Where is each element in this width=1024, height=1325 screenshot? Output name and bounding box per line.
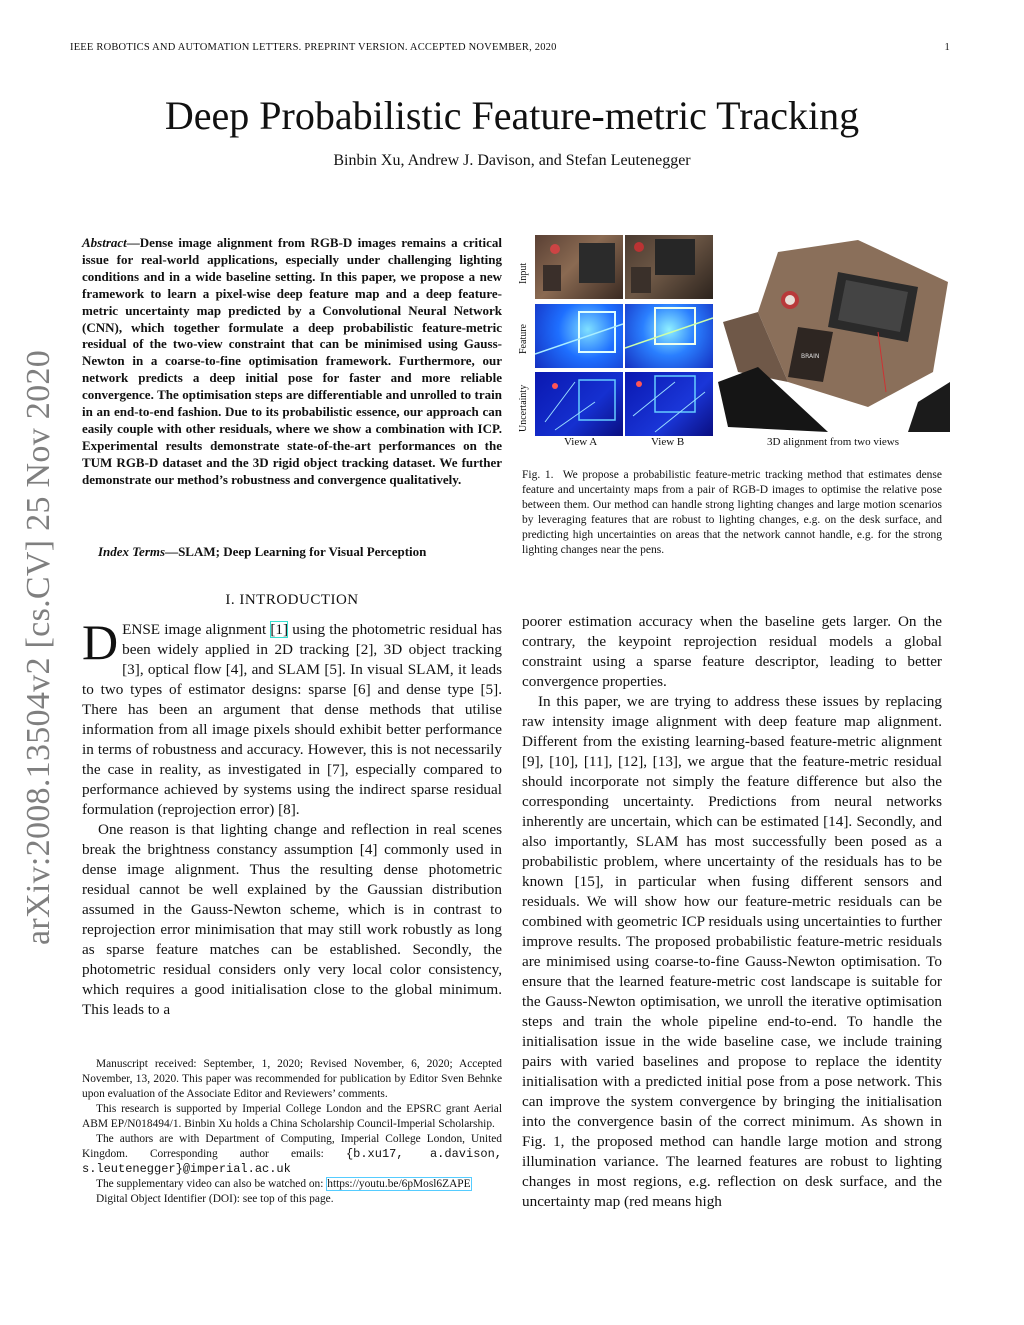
footnotes xyxy=(82,1057,502,1207)
intro-p1-start: ENSE image alignment xyxy=(122,621,271,638)
intro-p1-rest: using the photometric residual has been widely applied in 2D tracking [2], 3D object tracking [3], optical flow [4], and SLAM [5]. In visual SLAM, it leads to two types of estimator designs: sparse [6] and dense type [5]. There has been an argument that dense methods that utilise information from all image pixels should exhibit better performance in terms of robustness and accuracy. However, this is not necessarily the case in reality, as investigated in [7], especially compared to performance achieved by systems using the indirect sparse residual formulation (reprojection error) [8]. xyxy=(82,621,502,818)
index-terms-label: Index Terms xyxy=(98,544,166,559)
view-a-label: View A xyxy=(564,436,598,448)
abstract-label: Abstract xyxy=(82,235,127,250)
input-image-view-a xyxy=(535,235,623,299)
page-number: 1 xyxy=(944,42,950,53)
affiliation-text: The authors are with Department of Computing, Imperial College London, United Kingdom. Corresponding author emails: xyxy=(82,1133,502,1160)
feature-map-view-a xyxy=(535,304,623,368)
abstract-text: Dense image alignment from RGB-D images remains a critical issue for real-world applications, especially under challenging lighting conditions and in a wide baseline setting. In this paper, we propose a new framework to learn a pixel-wise deep feature map and a deep feature-metric uncertainty map predicted by a Convolutional Neural Network (CNN), which together formulate a deep probabilistic feature-metric residual of the two-view constraint that can be minimised using Gauss-Newton in a coarse-to-fine optimisation framework. Furthermore, our network predicts a deep initial pose for faster and more reliable convergence. The optimisation steps are differentiable and unrolled to train in an end-to-end fashion. Due to its probabilistic essence, our approach can easily couple with other residuals, where we show a combination with ICP. Experimental results demonstrate state-of-the-art performances on the TUM RGB-D dataset and the 3D rigid object tracking dataset. We further demonstrate our method’s robustness and convergence qualitatively. xyxy=(82,235,502,487)
author-list: Binbin Xu, Andrew J. Davison, and Stefan Leutenegger xyxy=(333,152,691,169)
author-emails: {b.xu17, a.davison, s.leutenegger}@imperial.ac.uk xyxy=(82,1147,502,1176)
caption-text: We propose a probabilistic feature-metric tracking method that estimates dense feature and uncertainty maps from a pair of RGB-D images to optimise the relative pose between them. Our method can handle strong lighting changes and large motion scenarios by leveraging features that are robust to lighting changes, e.g. on the desk surface, and predicting high uncertainties on areas that the network cannot handle, e.g. for the strong lighting changes near the pens. xyxy=(522,469,942,556)
paper-title: Deep Probabilistic Feature-metric Tracking xyxy=(164,93,860,138)
running-header xyxy=(70,42,950,53)
footnote-funding: This research is supported by Imperial College London and the EPSRC grant Aerial ABM EP/N018494/1. Binbin Xu holds a China Scholarship Council-Imperial Scholarship. xyxy=(82,1103,502,1130)
journal-name: IEEE ROBOTICS AND AUTOMATION LETTERS. PREPRINT VERSION. ACCEPTED NOVEMBER, 2020 xyxy=(70,42,557,53)
caption-label: Fig. 1. xyxy=(522,469,554,481)
dropcap: D xyxy=(82,614,119,670)
row-label-uncertainty: Uncertainty xyxy=(518,384,529,432)
right-paragraph-1: poorer estimation accuracy when the baseline gets larger. On the contrary, the keypoint reprojection residual models a global constraint using a sparse feature descriptor, leading to better convergence properties. xyxy=(522,613,942,690)
feature-map-view-b xyxy=(625,304,713,368)
citation-link[interactable]: [1] xyxy=(270,621,289,638)
video-text: The supplementary video can also be watched on: xyxy=(96,1178,327,1190)
footnote-doi: Digital Object Identifier (DOI): see top of this page. xyxy=(96,1193,334,1205)
figure-1 xyxy=(520,232,950,462)
book-label: BRAIN xyxy=(801,353,820,360)
3d-alignment-label: 3D alignment from two views xyxy=(767,436,899,448)
figure-caption xyxy=(522,468,942,558)
uncertainty-map-view-b xyxy=(625,372,713,436)
arxiv-stamp: arXiv:2008.13504v2 [cs.CV] 25 Nov 2020 xyxy=(20,349,57,945)
3d-alignment-render xyxy=(718,232,950,432)
footnote-video xyxy=(82,1177,502,1192)
index-terms: Index Terms—SLAM; Deep Learning for Visual Perception xyxy=(98,544,427,559)
view-b-label: View B xyxy=(651,436,685,448)
right-paragraph-2: In this paper, we are trying to address these issues by replacing raw intensity image alignment with deep feature map alignment. Different from the existing learning-based feature-metric alignment [9], [10], [11], [12], [13], we argue that the feature-metric residual should incorporate not simply the feature difference but also the corresponding uncertainty. Predictions from neural networks inherently are uncertain, which can be estimated [14]. Secondly, and also importantly, SLAM has most successfully been posed as a probabilistic problem, where uncertainty of the residuals has to be known [15], in particular when fusing different sensors and residuals. We will show how our feature-metric residuals can be combined with geometric ICP residuals using uncertainties to further improve results. The proposed probabilistic feature-metric residuals are minimised using coarse-to-fine Gauss-Newton optimisation. To ensure that the learned feature-metric cost landscape is suitable for the Gauss-Newton optimisation, we unroll the iterative optimisation steps and train the whole pipeline end-to-end. To handle the initialisation issue in the wide baseline case, we include training pairs with varied baselines and propose to replace the identity initialisation with a predicted initial pose from a pose network. This can improve the system convergence by bringing the initialisation into the convergence basin of the correct minimum. As shown in Fig. 1, the proposed method can handle large motion and strong illumination variance. The learned features are robust to lighting changes in most regions, e.g. reflection on desk surface, and the uncertainty map (red means high xyxy=(522,693,942,1210)
row-label-feature: Feature xyxy=(518,324,529,354)
index-terms-text: SLAM; Deep Learning for Visual Perception xyxy=(178,544,427,559)
section-heading-introduction: I. INTRODUCTION xyxy=(225,592,359,608)
uncertainty-map-view-a xyxy=(535,372,623,436)
footnote-affiliation xyxy=(82,1132,502,1177)
intro-paragraph-2: One reason is that lighting change and reflection in real scenes break the brightness constancy assumption [4] commonly used in dense image alignment. Thus the resulting dense photometric residual cannot be well explained by the Gaussian distribution assumed in the Gauss-Newton scheme, which is in contrast to reprojection error minimisation that may still work robustly as long as sparse feature matches can be established. Secondly, the photometric residual considers only very local color consistency, which requires a good initialisation close to the global minimum. This leads to a xyxy=(82,821,502,1018)
introduction-body xyxy=(82,614,502,1020)
video-link[interactable]: https://youtu.be/6pMosl6ZAPE xyxy=(327,1178,471,1190)
input-image-view-b xyxy=(625,235,713,299)
footnote-manuscript: Manuscript received: September, 1, 2020; Revised November, 6, 2020; Accepted November, 13, 2020. This paper was recommended for publication by Editor Sven Behnke upon evaluation of the Associate Editor and Reviewers’ comments. xyxy=(82,1058,502,1100)
abstract: Abstract—Dense image alignment from RGB-D images remains a critical issue for real-world applications, especially under challenging lighting conditions and in a wide baseline setting. In this paper, we propose a new framework to learn a pixel-wise deep feature map and a deep feature-metric uncertainty map predicted by a Convolutional Neural Network (CNN), which together formulate a deep probabilistic feature-metric residual of the two-view constraint that can be minimised using Gauss-Newton in a coarse-to-fine optimisation framework. Furthermore, our network predicts a deep initial pose for faster and more reliable convergence. The optimisation steps are differentiable and unrolled to train in an end-to-end fashion. Due to its probabilistic essence, our approach can easily couple with other residuals, where we show a combination with ICP. Experimental results demonstrate state-of-the-art performances on the TUM RGB-D dataset and the 3D rigid object tracking dataset. We further demonstrate our method’s robustness and convergence qualitatively. xyxy=(82,235,502,487)
intro-paragraph-1 xyxy=(82,614,502,820)
right-column-body xyxy=(522,612,942,1212)
row-label-input: Input xyxy=(518,262,529,284)
